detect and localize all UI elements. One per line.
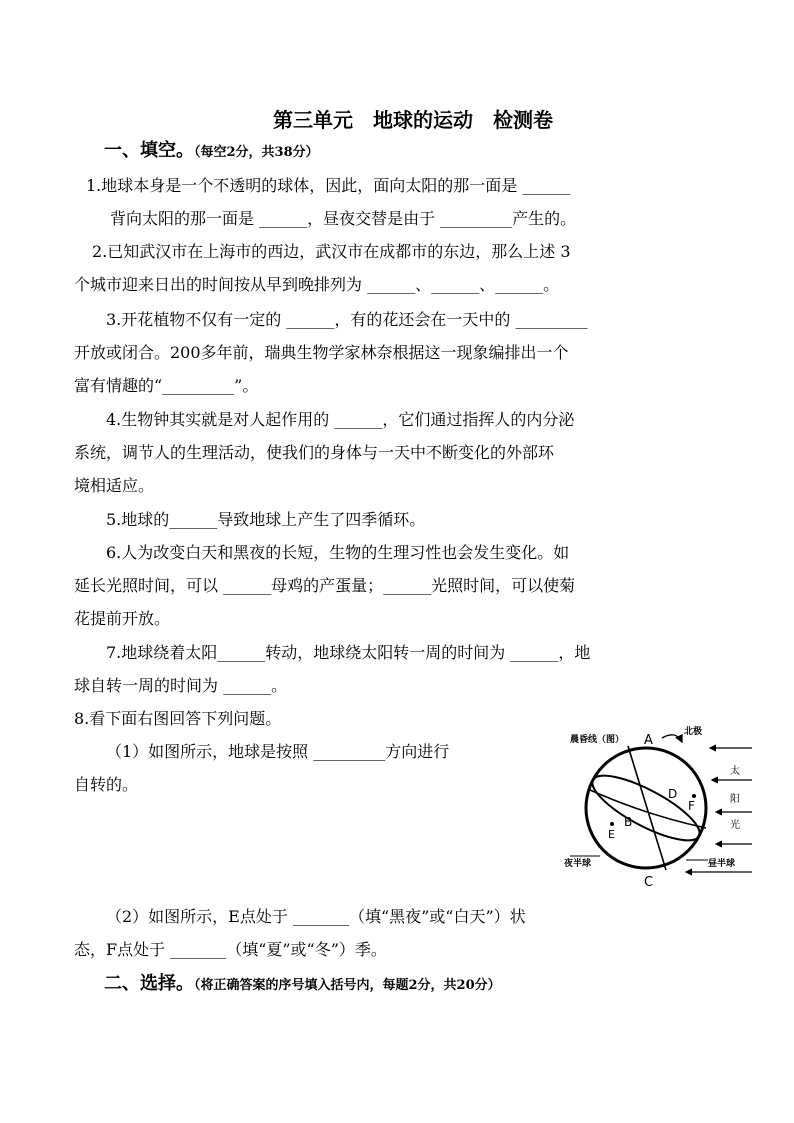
section-1-note: （每空2分，共38分） bbox=[194, 145, 319, 160]
q5-line-1: 5.地球的______导致地球上产生了四季循环。 bbox=[106, 510, 426, 529]
q4-line-1: 4.生物钟其实就是对人起作用的 ______，它们通过指挥人的内分泌 bbox=[106, 410, 575, 429]
label-sun-2: 阳 bbox=[730, 794, 740, 805]
page-title: 第三单元 地球的运动 检测卷 bbox=[273, 108, 553, 132]
section-2-note: （将正确答案的序号填入括号内，每题2分，共20分） bbox=[194, 978, 501, 993]
label-A: A bbox=[644, 733, 653, 748]
label-D: D bbox=[668, 787, 678, 801]
q7-line-2: 球自转一周的时间为 ______。 bbox=[74, 676, 288, 695]
label-night-hemisphere: 夜半球 bbox=[564, 859, 592, 869]
q6-line-1: 6.人为改变白天和黑夜的长短，生物的生理习性也会发生变化。如 bbox=[106, 543, 570, 562]
q4-line-2: 系统，调节人的生理活动，使我们的身体与一天中不断变化的外部环 bbox=[74, 443, 555, 462]
section-2-heading bbox=[104, 973, 501, 997]
section-1-heading bbox=[104, 140, 319, 164]
section-2-title: 二、选择。 bbox=[104, 973, 194, 994]
q1-line-1: 1.地球本身是一个不透明的球体，因此，面向太阳的那一面是 ______ bbox=[86, 176, 571, 195]
label-F: F bbox=[688, 799, 695, 813]
q6-line-2: 延长光照时间，可以 ______母鸡的产蛋量；______光照时间，可以使菊 bbox=[74, 576, 576, 595]
label-terminator: 晨昏线（图） bbox=[570, 735, 625, 745]
q7-line-1: 7.地球绕着太阳______转动，地球绕太阳转一周的时间为 ______，地 bbox=[106, 643, 591, 662]
section-1-title: 一、填空。 bbox=[104, 140, 194, 161]
label-E: E bbox=[608, 828, 615, 841]
q8a-line-1: （1）如图所示，地球是按照 _________方向进行 bbox=[106, 742, 450, 761]
q8-line-1: 8.看下面右图回答下列问题。 bbox=[74, 709, 282, 728]
label-north-pole: 北极 bbox=[684, 727, 703, 737]
q3-line-3: 富有情趣的“_________”。 bbox=[74, 376, 259, 395]
q2-line-2: 个城市迎来日出的时间按从早到晚排列为 ______、______、______。 bbox=[74, 275, 560, 294]
label-C: C bbox=[644, 875, 654, 890]
q1-line-2: 背向太阳的那一面是 ______，昼夜交替是由于 _________产生的。 bbox=[110, 209, 577, 228]
q8a-line-2: 自转的。 bbox=[74, 775, 139, 794]
q6-line-3: 花提前开放。 bbox=[74, 609, 171, 628]
label-B: B bbox=[624, 815, 633, 829]
point-E bbox=[610, 822, 614, 826]
q3-line-2: 开放或闭合。200多年前，瑞典生物学家林奈根据这一现象编排出一个 bbox=[74, 343, 569, 362]
earth-rotation-diagram bbox=[558, 720, 754, 892]
q8b-line-2: 态，F点处于 _______（填“夏”或“冬”）季。 bbox=[74, 940, 387, 959]
label-sun-1: 太 bbox=[730, 766, 740, 777]
label-day-hemisphere: 昼半球 bbox=[708, 859, 736, 869]
north-pole-arrow bbox=[662, 735, 682, 742]
q4-line-3: 境相适应。 bbox=[74, 476, 155, 495]
label-sun-3: 光 bbox=[730, 820, 740, 831]
point-D bbox=[692, 794, 696, 798]
q2-line-1: 2.已知武汉市在上海市的西边，武汉市在成都市的东边，那么上述 3 bbox=[92, 242, 571, 261]
q3-line-1: 3.开花植物不仅有一定的 ______，有的花还会在一天中的 _________ bbox=[106, 310, 588, 329]
q8b-line-1: （2）如图所示，E点处于 _______（填“黑夜”或“白天”）状 bbox=[106, 907, 526, 926]
